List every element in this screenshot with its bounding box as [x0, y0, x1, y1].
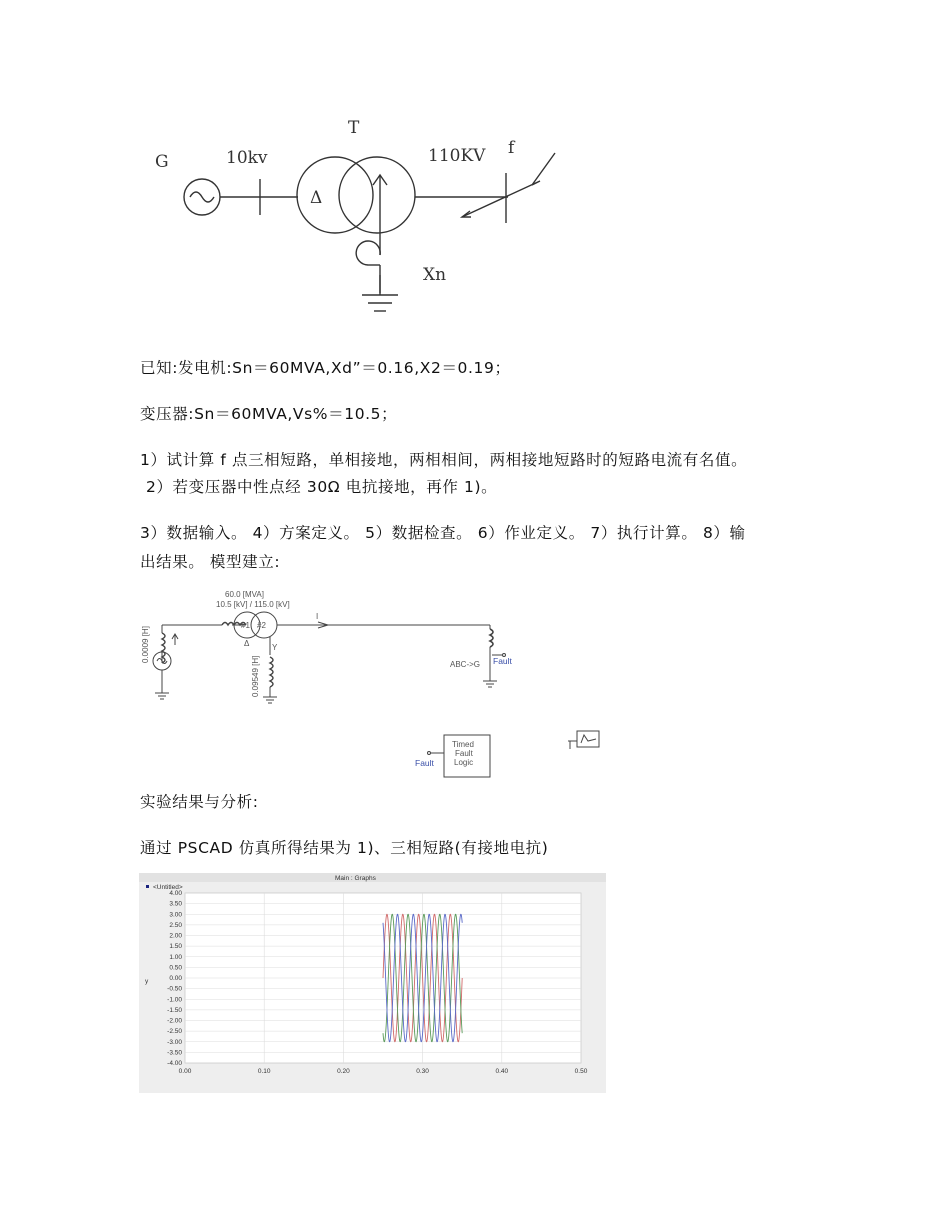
y-symbol: Y	[272, 643, 278, 652]
logic-line3: Logic	[454, 758, 474, 767]
y-tick-label: -3.50	[167, 1049, 182, 1057]
y-tick-label: -2.50	[167, 1028, 182, 1036]
y-tick-label: 3.50	[169, 900, 182, 908]
single-line-diagram	[140, 115, 580, 330]
chart-title: Main : Graphs	[335, 875, 376, 882]
fault-signal-label: Fault	[493, 656, 512, 666]
neutral-inductance-label: 0.09549 [H]	[251, 655, 260, 697]
given-generator-text: 已知:发电机:Sn＝60MVA,Xd”＝0.16,X2＝0.19；	[140, 359, 511, 377]
transformer-secondary-symbol	[339, 157, 415, 233]
logic-line2: Fault	[455, 749, 473, 758]
legend-entry: <Untitled>	[153, 884, 183, 891]
task-2-text: 2）若变压器中性点经 30Ω 电抗接地，再作 1)。	[146, 478, 498, 496]
x-tick-label: 0.00	[178, 1068, 192, 1075]
x-tick-label: 0.30	[416, 1068, 429, 1075]
y-tick-label: -3.00	[167, 1038, 182, 1046]
y-tick-label: 1.00	[169, 953, 182, 961]
abc-g-label: ABC->G	[450, 660, 481, 669]
x-tick-label: 0.20	[337, 1068, 350, 1075]
y-tick-label: -1.50	[167, 1006, 182, 1014]
y-tick-label: -1.00	[167, 996, 182, 1004]
delta-symbol: Δ	[244, 639, 250, 648]
y-tick-label: -4.00	[167, 1060, 182, 1067]
fault-label: f	[508, 138, 515, 158]
logic-fault-signal-label: Fault	[415, 758, 434, 768]
hv-label: 110KV	[428, 146, 486, 166]
logic-line1: Timed	[452, 740, 474, 749]
steps-text-line1: 3）数据输入。 4）方案定义。 5）数据检查。 6）作业定义。 7）执行计算。 8）输	[140, 524, 746, 542]
y-tick-label: 0.50	[169, 964, 182, 972]
lv-label: 10kv	[226, 148, 268, 168]
x-tick-label: 0.40	[495, 1068, 509, 1075]
gen-inductance-label: 0.0009 [H]	[141, 626, 150, 663]
delta-label: Δ	[310, 188, 323, 208]
y-tick-label: -2.00	[167, 1017, 182, 1025]
results-heading-text: 实验结果与分析:	[140, 793, 259, 811]
current-label: I	[316, 612, 319, 621]
y-tick-label: 4.00	[169, 890, 182, 897]
mva-label: 60.0 [MVA]	[225, 590, 264, 599]
y-tick-label: 1.50	[169, 943, 182, 951]
task-1-text: 1）试计算 f 点三相短路，单相接地，两相相间，两相接地短路时的短路电流有名值。	[140, 451, 748, 469]
y-tick-label: 2.50	[169, 921, 182, 929]
transformer-label: T	[348, 118, 360, 138]
x-tick-label: 0.10	[257, 1068, 271, 1075]
steps-text-line2: 出结果。 模型建立:	[140, 553, 281, 571]
winding1-label: #1	[241, 621, 250, 630]
pscad-model-diagram	[140, 585, 620, 785]
y-tick-label: 0.00	[169, 975, 182, 982]
y-axis-label: y	[145, 978, 149, 985]
x-tick-label: 0.50	[574, 1068, 588, 1075]
y-tick-label: 3.00	[169, 911, 182, 919]
given-transformer-text: 变压器:Sn＝60MVA,Vs%＝10.5；	[140, 405, 398, 423]
y-tick-label: -0.50	[167, 985, 182, 993]
xn-label: Xn	[423, 265, 447, 285]
kv-label: 10.5 [kV] / 115.0 [kV]	[216, 600, 290, 609]
gen-label: G	[155, 152, 169, 172]
pscad-result-chart	[139, 873, 606, 1093]
transformer-primary-symbol	[297, 157, 373, 233]
winding2-label: #2	[257, 621, 266, 630]
y-tick-label: 2.00	[169, 932, 182, 940]
results-description-text: 通过 PSCAD 仿真所得结果为 1)、三相短路(有接地电抗)	[140, 839, 549, 857]
